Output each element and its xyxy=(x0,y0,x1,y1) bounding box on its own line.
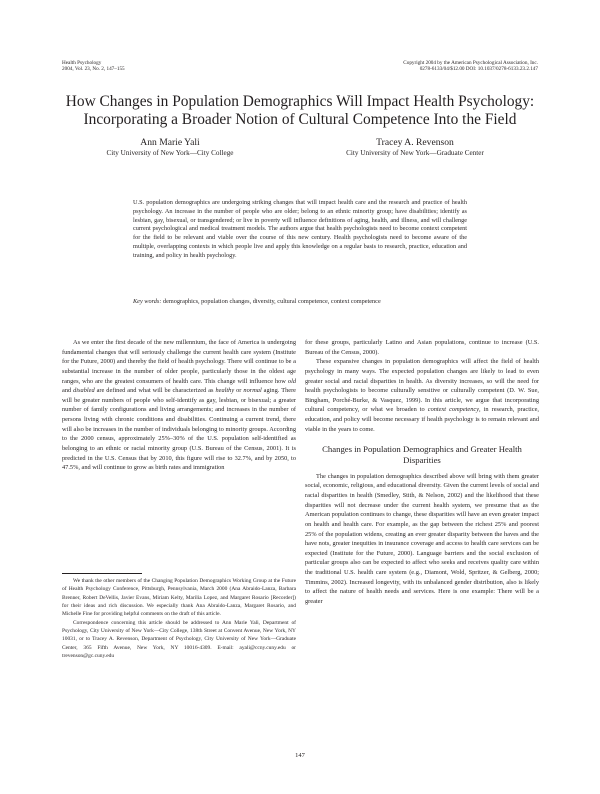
correspondence-note: Correspondence concerning this article should be addressed to Ann Marie Yali, Department of Psychology, City University of New York—City College, 138th Street at Convent Avenue, New York, NY 10031, or to Tracey A. Revenson, Department of Psychology, City University of New York—Graduate Center, 365 Fifth Avenue, New York, NY 10016-4309. E-mail: ayali@ccny.cuny.edu or trevenson@gc.cuny.edu xyxy=(62,619,296,660)
journal-name: Health Psychology xyxy=(62,60,102,66)
body-paragraph xyxy=(62,338,296,473)
italic-term: context competency xyxy=(427,406,480,414)
text-run: , in research, practice, education, and policy will become necessary if health psychology is to remain relevant and viable in the years to come. xyxy=(305,406,539,433)
keywords-label: Key words: xyxy=(133,298,162,305)
italic-term: normal xyxy=(243,387,262,395)
keywords xyxy=(133,298,467,306)
author-name: Tracey A. Revenson xyxy=(376,137,454,148)
doi-line: 0278-6133/04/$12.00 DOI: 10.1037/0278-6133.23.2.147 xyxy=(419,66,538,73)
text-run: and xyxy=(62,387,74,395)
italic-term: old xyxy=(287,377,296,385)
text-run: aging. There will be greater numbers of people who self-identify as gay, lesbian, or bisexual; a greater number of family configurations and living arrangements; and increases in the number of persons living with chronic conditions and disabilities. Continuing a current trend, there will also be increases in the number of individuals belonging to minority groups. According to the 2000 census, approximately 25%–30% of the U.S. population self-identified as belonging to an ethnic or racial minority group (U.S. Bureau of the Census, 2001). It is predicted in the U.S. Census that by 2010, this figure will rise to 32.7%, and by 2050, to 47.5%, and will continue to grow as birth rates and immigration xyxy=(62,387,296,472)
italic-term: disabled xyxy=(73,387,95,395)
journal-volume: 2004, Vol. 23, No. 2, 147–155 xyxy=(62,66,125,73)
journal-header xyxy=(62,60,125,73)
author-block xyxy=(80,138,260,158)
text-run: As we enter the first decade of the new millennium, the face of America is undergoing fundamental changes that will seriously challenge the current health care system (Institute for the Future, 2000) and thereby the field of health psychology. There will continue to be a substantial increase in the number of older people, particularly those in the oldest age ranges, who are the greatest consumers of health care. This change will influence how xyxy=(62,339,296,385)
body-paragraph: The changes in population demographics described above will bring with them greater social, economic, religious, and educational diversity. Given the current levels of social and racial disparities in health (Smedley, Stith, & Nelson, 2002) and the likelihood that these disparities will not decrease under the current health system, we presume that as the American population continues to change, these disparities will have an even greater impact on health and health care. For example, as the gap between the richest 25% and poorest 25% of the population widens, creating an ever greater disparity between the haves and the have nots, greater inequities in insurance coverage and access to health care services can be expected (Institute for the Future, 2000). Language barriers and the social exclusion of particular groups also can be expected to affect who seeks and receives quality care within the traditional U.S. health care system (e.g., Diamont, Wold, Spritzer, & Gelberg, 2000; Timmins, 2002). Increased longevity, with its unbalanced gender distribution, also is likely to affect the nature of health needs and services. Here is one example: There will be a greater xyxy=(305,472,539,605)
left-column xyxy=(62,338,296,473)
body-paragraph: for these groups, particularly Latino and Asian populations, continue to increase (U.S. Bureau of the Census, 2000). xyxy=(305,339,539,356)
footnote-divider xyxy=(62,573,142,574)
author-affiliation: City University of New York—City College xyxy=(106,148,234,157)
author-affiliation: City University of New York—Graduate Center xyxy=(346,148,484,157)
page-number: 147 xyxy=(295,752,305,759)
text-run: or xyxy=(234,387,244,395)
text-run: are defined and what will be characterized as xyxy=(94,387,216,395)
keywords-text: demographics, population changes, diversity, cultural competence, context competence xyxy=(162,298,381,305)
acknowledgment-note: We thank the other members of the Changing Population Demographics Working Group at the Future of Health Psychology Conference, Pittsburgh, Pennsylvania, March 2000 (Ana Abraido-Lanza, Barbara Brenner, Robert DeVellis, Javier Evans, Miriam Kelty, Marilia Lopez, and Margaret Rosario [Recorder]) for their ideas and rich discussion. We especially thank Ana Abraido-Lanza, Margaret Rosario, and Michelle Fine for providing helpful comments on the draft of this article. xyxy=(62,578,296,618)
section-heading: Changes in Population Demographics and Greater Health Disparities xyxy=(322,444,522,465)
body-paragraph xyxy=(305,357,539,434)
italic-term: healthy xyxy=(215,387,235,395)
footnotes xyxy=(62,577,296,660)
copyright-header xyxy=(403,60,538,73)
author-name: Ann Marie Yali xyxy=(140,137,200,148)
article-title: How Changes in Population Demographics Will Impact Health Psychology: Incorporating a Broader Notion of Cultural Competence Into the Field xyxy=(65,93,535,128)
text-run: These expansive changes in population demographics will affect the field of health psychology in many ways. The expected population changes are likely to lead to even greater social and racial disparities in health. As diversity increases, so will the need for health psychologists to become culturally sensitive or culturally competent (D. W. Sue, Bingham, Porché-Burke, & Vasquez, 1999). In this article, we argue that incorporating cultural competency, or what we broaden to xyxy=(305,358,539,414)
abstract: U.S. population demographics are undergoing striking changes that will impact health care and the research and practice of health psychology. An increase in the number of people who are older; belong to an ethnic minority group; have disabilities; identify as lesbian, gay, bisexual, or transgendered; or live in poverty will influence definitions of aging, health, and illness, and will challenge current psychological and medical treatment models. The authors argue that health psychologists need to become context competent for the field to be relevant and viable over the course of this new century. Health psychologists need to become aware of the multiple, overlapping contexts in which people live and apply this knowledge on a regular basis to research, practice, education and training, and policy in health psychology. xyxy=(133,199,467,259)
author-block xyxy=(305,138,525,158)
copyright-notice: Copyright 2004 by the American Psychological Association, Inc. xyxy=(403,60,538,66)
right-column xyxy=(305,338,539,607)
